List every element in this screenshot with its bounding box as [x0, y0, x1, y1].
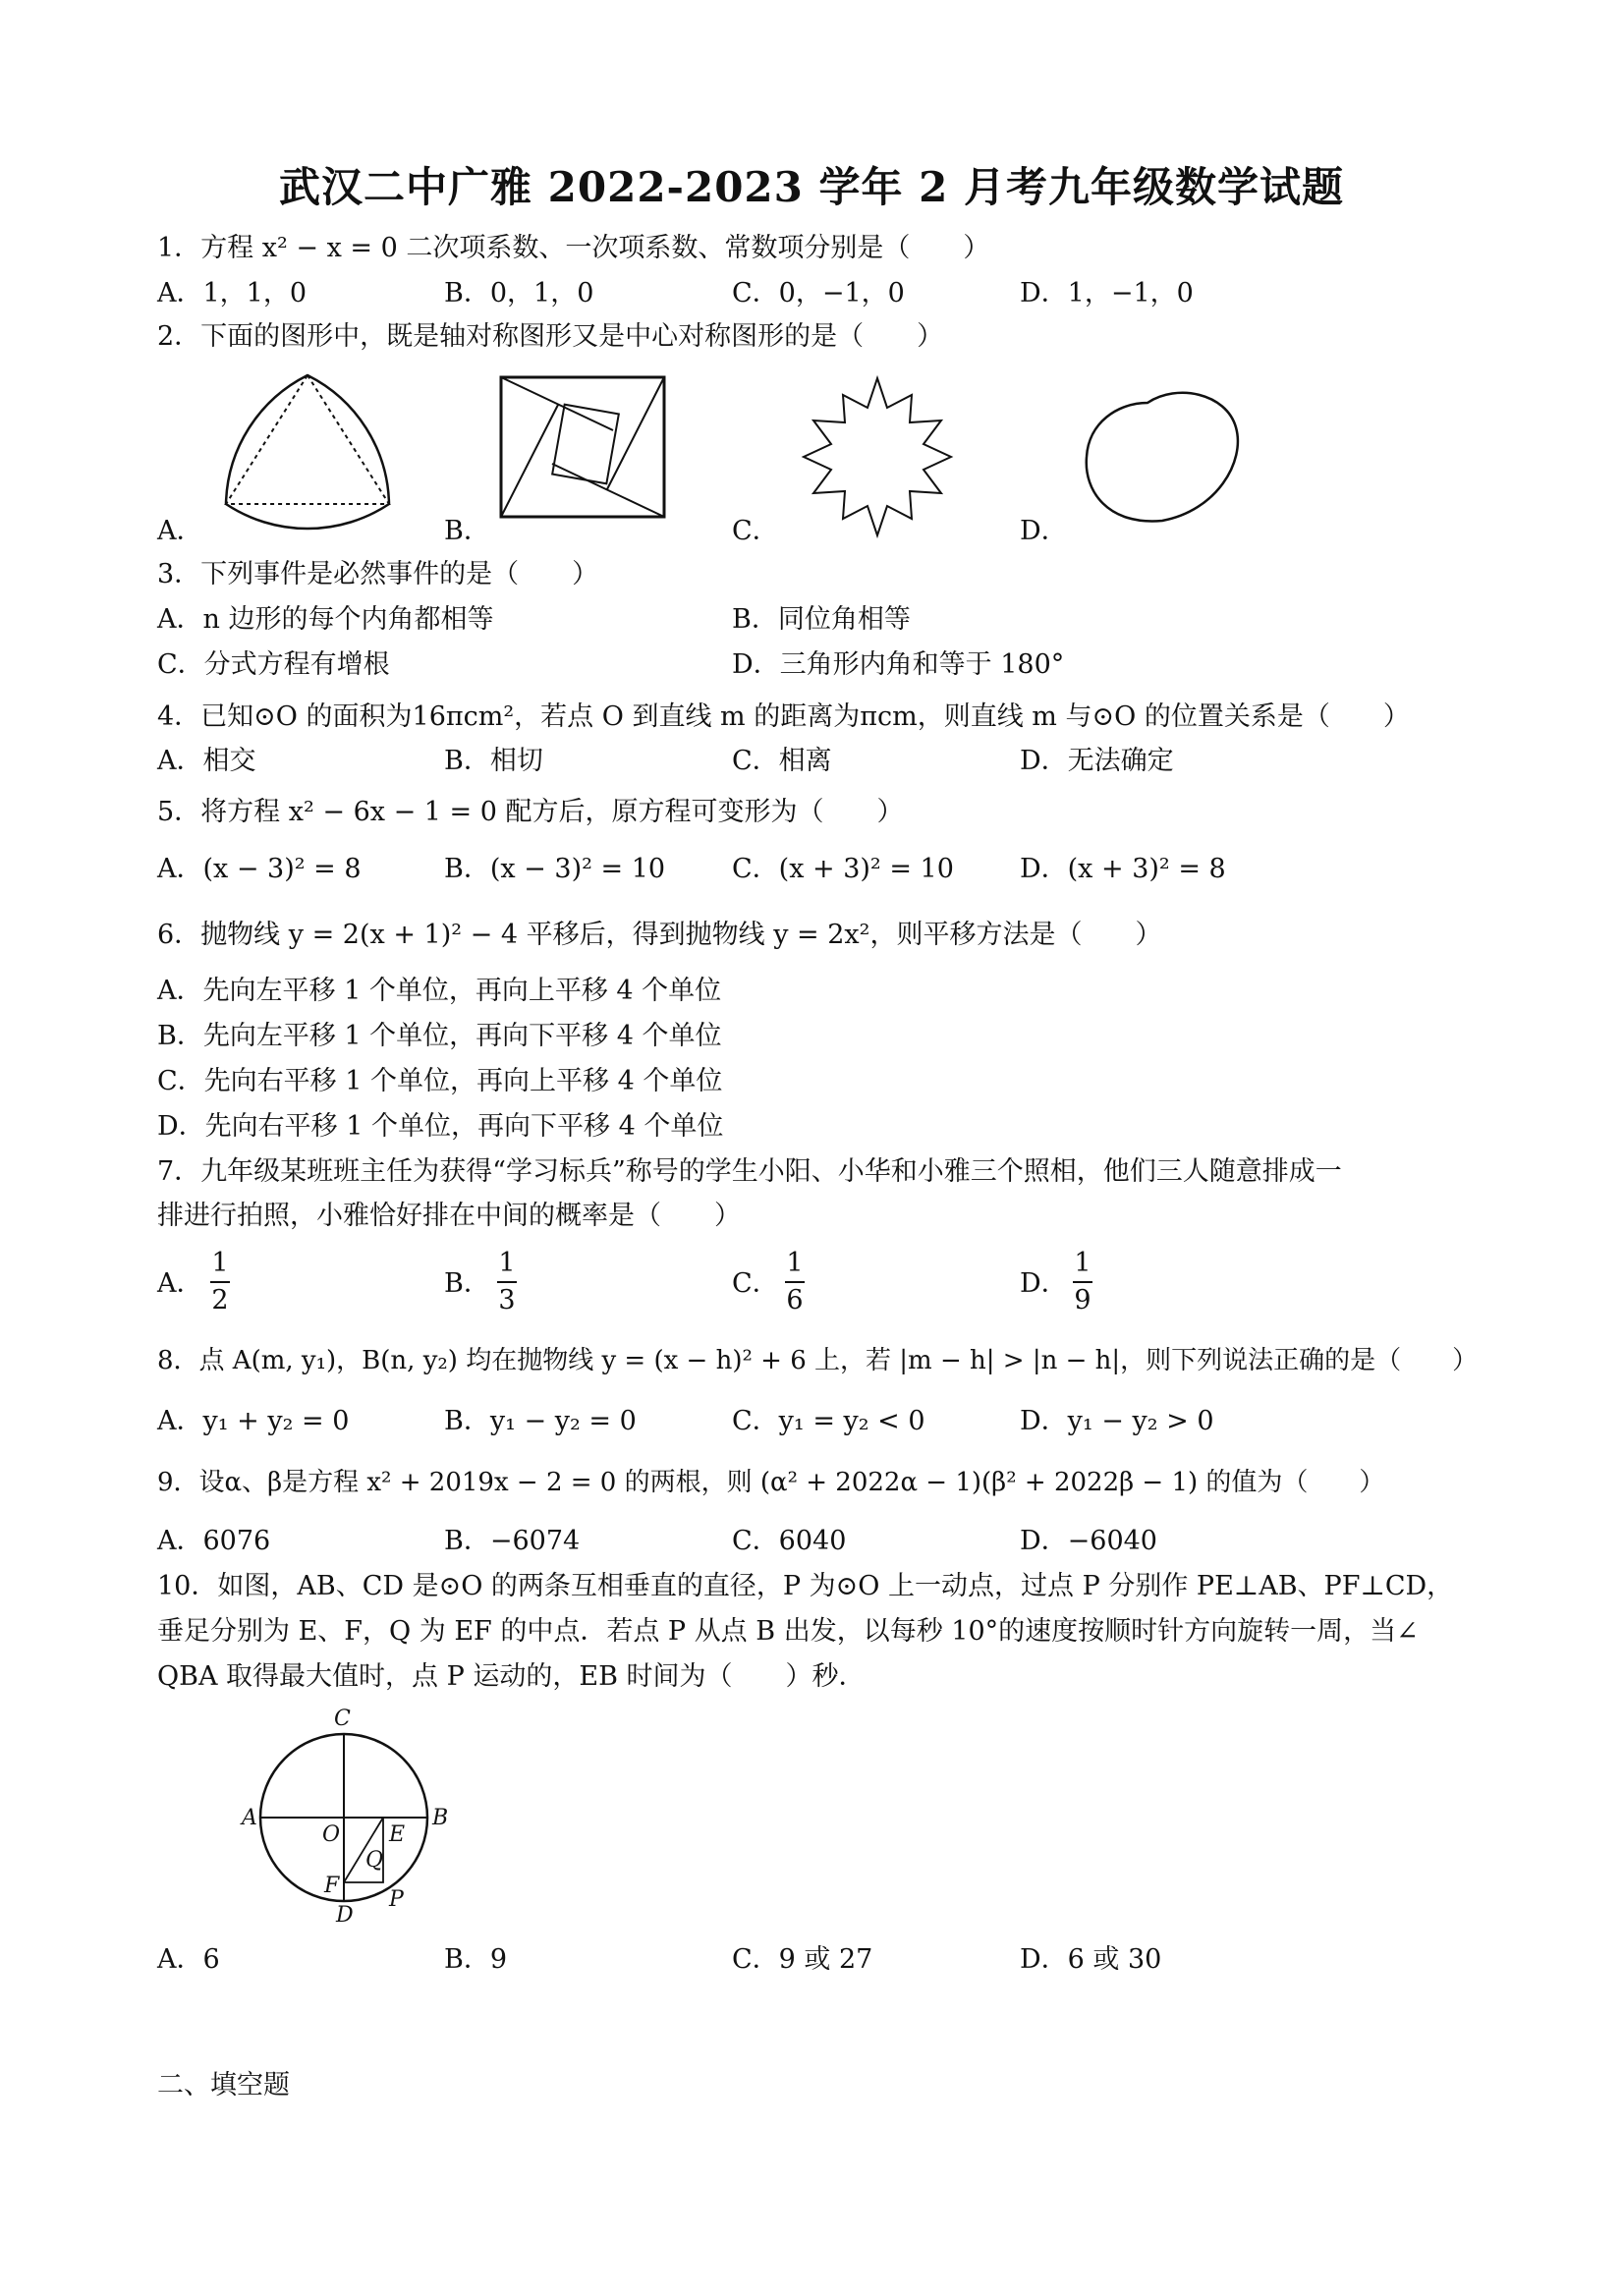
question-10-stem-line2: 垂足分别为 E、F，Q 为 EF 的中点．若点 P 从点 B 出发，以每秒 10°的速度按顺时针方向旋转一周，当∠ — [157, 1616, 1419, 1647]
q7-option-c-letter: C． — [732, 1268, 779, 1299]
reuleaux-triangle-figure — [214, 371, 401, 523]
q4-option-a: A．相交 — [157, 746, 256, 776]
q8-option-a: A．y₁ + y₂ = 0 — [157, 1406, 350, 1436]
heart-shape-figure — [1079, 383, 1246, 534]
q1-option-d: D．1，−1，0 — [1020, 278, 1194, 308]
point-label-d: D — [336, 1903, 354, 1928]
point-label-p: P — [389, 1887, 404, 1912]
q7-option-a-fraction — [210, 1246, 230, 1318]
q7-option-c-fraction — [785, 1246, 805, 1318]
fraction-denominator: 2 — [211, 1285, 229, 1316]
q2-option-d: D． — [1020, 516, 1068, 546]
question-7-stem-line2: 排进行拍照，小雅恰好排在中间的概率是（ ） — [157, 1201, 741, 1231]
q10-option-a: A．6 — [157, 1944, 220, 1975]
page-title: 武汉二中广雅 2022-2023 学年 2 月考九年级数学试题 — [279, 163, 1344, 211]
q9-option-c: C．6040 — [732, 1526, 847, 1556]
q5-option-b: B．(x − 3)² = 10 — [444, 854, 666, 884]
q6-option-b: B．先向左平移 1 个单位，再向下平移 4 个单位 — [157, 1021, 722, 1051]
q7-option-a-letter: A． — [157, 1268, 203, 1299]
point-label-b: B — [432, 1806, 449, 1830]
fraction-denominator: 9 — [1074, 1285, 1091, 1316]
q4-option-b: B．相切 — [444, 746, 543, 776]
fraction-numerator: 1 — [211, 1248, 229, 1278]
point-label-f: F — [324, 1874, 340, 1898]
q2-option-b: B． — [444, 516, 490, 546]
q9-option-b: B．−6074 — [444, 1526, 581, 1556]
fraction-denominator: 3 — [498, 1285, 516, 1316]
q1-option-c: C．0，−1，0 — [732, 278, 905, 308]
q6-option-c: C．先向右平移 1 个单位，再向上平移 4 个单位 — [157, 1066, 723, 1096]
q3-option-a: A．n 边形的每个内角都相等 — [157, 604, 494, 635]
q8-option-d: D．y₁ − y₂ > 0 — [1020, 1406, 1214, 1436]
koch-snowflake-figure — [794, 373, 961, 544]
question-10-stem-line1: 10．如图，AB、CD 是⊙O 的两条互相垂直的直径，P 为⊙O 上一动点，过点 P 分别作 PE⊥AB、PF⊥CD， — [157, 1571, 1454, 1601]
point-label-q: Q — [365, 1848, 384, 1873]
point-label-c: C — [334, 1707, 351, 1731]
question-3-stem: 3．下列事件是必然事件的是（ ） — [157, 559, 599, 589]
q7-option-d-fraction — [1073, 1246, 1092, 1318]
q8-option-b: B．y₁ − y₂ = 0 — [444, 1406, 637, 1436]
q9-option-a: A．6076 — [157, 1526, 271, 1556]
question-5-stem: 5．将方程 x² − 6x − 1 = 0 配方后，原方程可变形为（ ） — [157, 797, 904, 827]
q6-option-a: A．先向左平移 1 个单位，再向上平移 4 个单位 — [157, 976, 722, 1006]
fraction-denominator: 6 — [786, 1285, 804, 1316]
fraction-numerator: 1 — [498, 1248, 516, 1278]
square-pinwheel-figure — [497, 373, 670, 527]
q8-option-c: C．y₁ = y₂ < 0 — [732, 1406, 925, 1436]
q10-option-d: D．6 或 30 — [1020, 1944, 1162, 1975]
question-6-stem: 6．抛物线 y = 2(x + 1)² − 4 平移后，得到抛物线 y = 2x²，则平移方法是（ ） — [157, 920, 1162, 950]
q1-option-b: B．0，1，0 — [444, 278, 594, 308]
circle-diagram — [236, 1709, 462, 1939]
question-9-stem: 9．设α、β是方程 x² + 2019x − 2 = 0 的两根，则 (α² + 2022α − 1)(β² + 2022β − 1) 的值为（ ） — [157, 1468, 1385, 1497]
q5-option-a: A．(x − 3)² = 8 — [157, 854, 362, 884]
question-10-stem-line3: QBA 取得最大值时，点 P 运动的，EB 时间为（ ）秒． — [157, 1661, 866, 1692]
question-8-stem: 8．点 A(m, y₁)，B(n, y₂) 均在抛物线 y = (x − h)² + 6 上，若 |m − h| > |n − h|，则下列说法正确的是（ ） — [157, 1346, 1479, 1375]
question-1-stem: 1．方程 x² − x = 0 二次项系数、一次项系数、常数项分别是（ ） — [157, 233, 990, 263]
section-2-heading: 二、填空题 — [157, 2070, 290, 2100]
q7-option-d-letter: D． — [1020, 1268, 1068, 1299]
point-label-a: A — [242, 1806, 257, 1830]
question-4-stem: 4．已知⊙O 的面积为16πcm²，若点 O 到直线 m 的距离为πcm，则直线 m 与⊙O 的位置关系是（ ） — [157, 701, 1410, 732]
q6-option-d: D．先向右平移 1 个单位，再向下平移 4 个单位 — [157, 1111, 724, 1142]
q3-option-c: C．分式方程有增根 — [157, 649, 390, 680]
q2-option-a: A． — [157, 516, 203, 546]
q4-option-c: C．相离 — [732, 746, 832, 776]
question-2-stem: 2．下面的图形中，既是轴对称图形又是中心对称图形的是（ ） — [157, 321, 944, 352]
q7-option-b-letter: B． — [444, 1268, 490, 1299]
q5-option-d: D．(x + 3)² = 8 — [1020, 854, 1226, 884]
fraction-numerator: 1 — [1074, 1248, 1091, 1278]
q3-option-d: D．三角形内角和等于 180° — [732, 649, 1065, 680]
point-label-e: E — [389, 1822, 406, 1847]
q1-option-a: A．1，1，0 — [157, 278, 308, 308]
fraction-numerator: 1 — [786, 1248, 804, 1278]
q7-option-b-fraction — [497, 1246, 517, 1318]
q3-option-b: B．同位角相等 — [732, 604, 911, 635]
q10-option-b: B．9 — [444, 1944, 508, 1975]
q5-option-c: C．(x + 3)² = 10 — [732, 854, 954, 884]
q2-option-c: C． — [732, 516, 779, 546]
question-7-stem-line1: 7．九年级某班班主任为获得“学习标兵”称号的学生小阳、小华和小雅三个照相，他们三人随意排成一 — [157, 1156, 1342, 1187]
point-label-o: O — [322, 1822, 341, 1847]
q9-option-d: D．−6040 — [1020, 1526, 1157, 1556]
q10-option-c: C．9 或 27 — [732, 1944, 873, 1975]
q4-option-d: D．无法确定 — [1020, 746, 1174, 776]
